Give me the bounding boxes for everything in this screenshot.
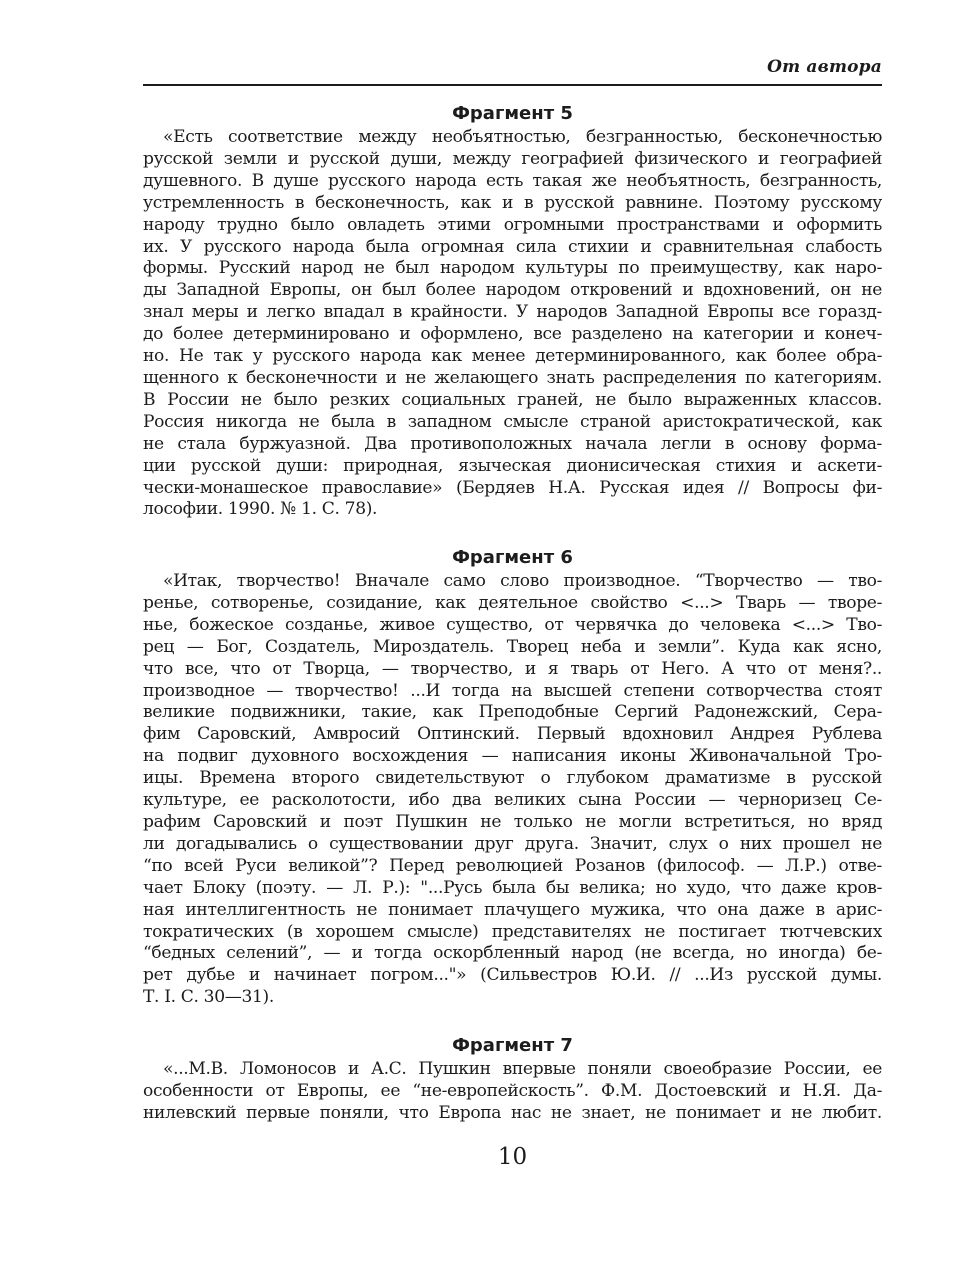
text-line: “бедных селений”, — и тогда оскорбленный народ (не всегда, но иногда) бе- — [143, 943, 882, 964]
text-line: что все, что от Творца, — творчество, и я тварь от Него. А что от меня?.. — [143, 658, 882, 679]
text-line: до более детерминировано и оформлено, все разделено на категории и конеч- — [143, 324, 882, 345]
text-line: народу трудно было овладеть этими огромными пространствами и оформить — [143, 214, 882, 235]
text-line: нье, божеское созданье, живое существо, от червячка до человека <...> Тво- — [143, 614, 882, 635]
text-line: ли догадывались о существовании друг друга. Значит, слух о них прошел не — [143, 833, 882, 854]
text-line: особенности от Европы, ее “не-европейскость”. Ф.М. Достоевский и Н.Я. Да- — [143, 1080, 882, 1101]
text-line: великие подвижники, такие, как Преподобные Сергий Радонежский, Сера- — [143, 702, 882, 723]
text-line: чески-монашеское православие» (Бердяев Н.А. Русская идея // Вопросы фи- — [143, 477, 882, 498]
page-number: 10 — [497, 1144, 528, 1170]
text-line: фим Саровский, Амвросий Оптинский. Первый вдохновил Андрея Рублева — [143, 724, 882, 745]
fragment-6-heading: Фрагмент 6 — [452, 547, 573, 568]
header-rule — [143, 84, 882, 86]
fragment-7-heading: Фрагмент 7 — [452, 1035, 573, 1056]
text-line: ная интеллигентность не понимает плачущего мужика, что она даже в арис- — [143, 899, 882, 920]
text-line: душевного. В душе русского народа есть такая же необъятность, безгранность, — [143, 170, 882, 191]
text-line: «Есть соответствие между необъятностью, безгранностью, бесконечностью — [163, 127, 882, 147]
book-page — [143, 0, 882, 1270]
text-line: культуре, ее расколотости, ибо два великих сына России — черноризец Се- — [143, 790, 882, 811]
fragment-6-text — [143, 571, 882, 1009]
text-line: ицы. Времена второго свидетельствуют о глубоком драматизме в русской — [143, 768, 882, 789]
text-line: не стала буржуазной. Два противоположных начала легли в основу форма- — [143, 433, 882, 454]
text-line: ренье, сотворенье, созидание, как деятельное свойство <...> Тварь — творе- — [143, 592, 882, 613]
text-line: производное — творчество! ...И тогда на высшей степени сотворчества стоят — [143, 680, 882, 701]
text-line: русской земли и русской души, между географией физического и географией — [143, 148, 882, 169]
text-line: чает Блоку (поэту. — Л. Р.): "...Русь была бы велика; но худо, что даже кров- — [143, 877, 882, 898]
text-line: Т. I. С. 30—31). — [143, 987, 274, 1008]
text-line: Россия никогда не была в западном смысле страной аристократической, как — [143, 411, 882, 432]
text-line: тократических (в хорошем смысле) представителях не постигает тютчевских — [143, 921, 882, 942]
fragment-5-text — [143, 127, 882, 521]
text-line: устремленность в бесконечность, как и в русской равнине. Поэтому русскому — [143, 192, 882, 213]
text-line: «Итак, творчество! Вначале само слово производное. “Творчество — тво- — [163, 571, 882, 591]
text-line: “по всей Руси великой”? Перед революцией Розанов (философ. — Л.Р.) отве- — [143, 855, 882, 876]
text-line: В России не было резких социальных граней, не было выраженных классов. — [143, 389, 882, 410]
text-line: рец — Бог, Создатель, Мироздатель. Творец неба и земли”. Куда как ясно, — [143, 636, 882, 657]
fragment-5-heading: Фрагмент 5 — [452, 103, 573, 124]
text-line: знал меры и легко впадал в крайности. У народов Западной Европы все горазд- — [143, 302, 882, 323]
text-line: но. Не так у русского народа как менее детерминированного, как более обра- — [143, 346, 882, 367]
text-line: нилевский первые поняли, что Европа нас не знает, не понимает и не любит. — [143, 1102, 882, 1123]
text-line: на подвиг духовного восхождения — написания иконы Живоначальной Тро- — [143, 746, 882, 767]
running-head: От автора — [767, 57, 882, 77]
text-line: ции русской души: природная, языческая дионисическая стихия и аскети- — [143, 455, 882, 476]
text-line: их. У русского народа была огромная сила стихии и сравнительная слабость — [143, 236, 882, 257]
text-line: «...М.В. Ломоносов и А.С. Пушкин впервые поняли своеобразие России, ее — [163, 1059, 882, 1079]
fragment-7-text — [143, 1059, 882, 1125]
text-line: формы. Русский народ не был народом культуры по преимуществу, как наро- — [143, 258, 882, 279]
text-line: рет дубье и начинает погром..."» (Сильвестров Ю.И. // ...Из русской думы. — [143, 965, 882, 986]
text-line: ды Западной Европы, он был более народом откровений и вдохновений, он не — [143, 280, 882, 301]
text-line: щенного к бесконечности и не желающего знать распределения по категориям. — [143, 367, 882, 388]
text-line: рафим Саровский и поэт Пушкин не только не могли встретиться, но вряд — [143, 811, 882, 832]
text-line: лософии. 1990. № 1. С. 78). — [143, 499, 378, 520]
